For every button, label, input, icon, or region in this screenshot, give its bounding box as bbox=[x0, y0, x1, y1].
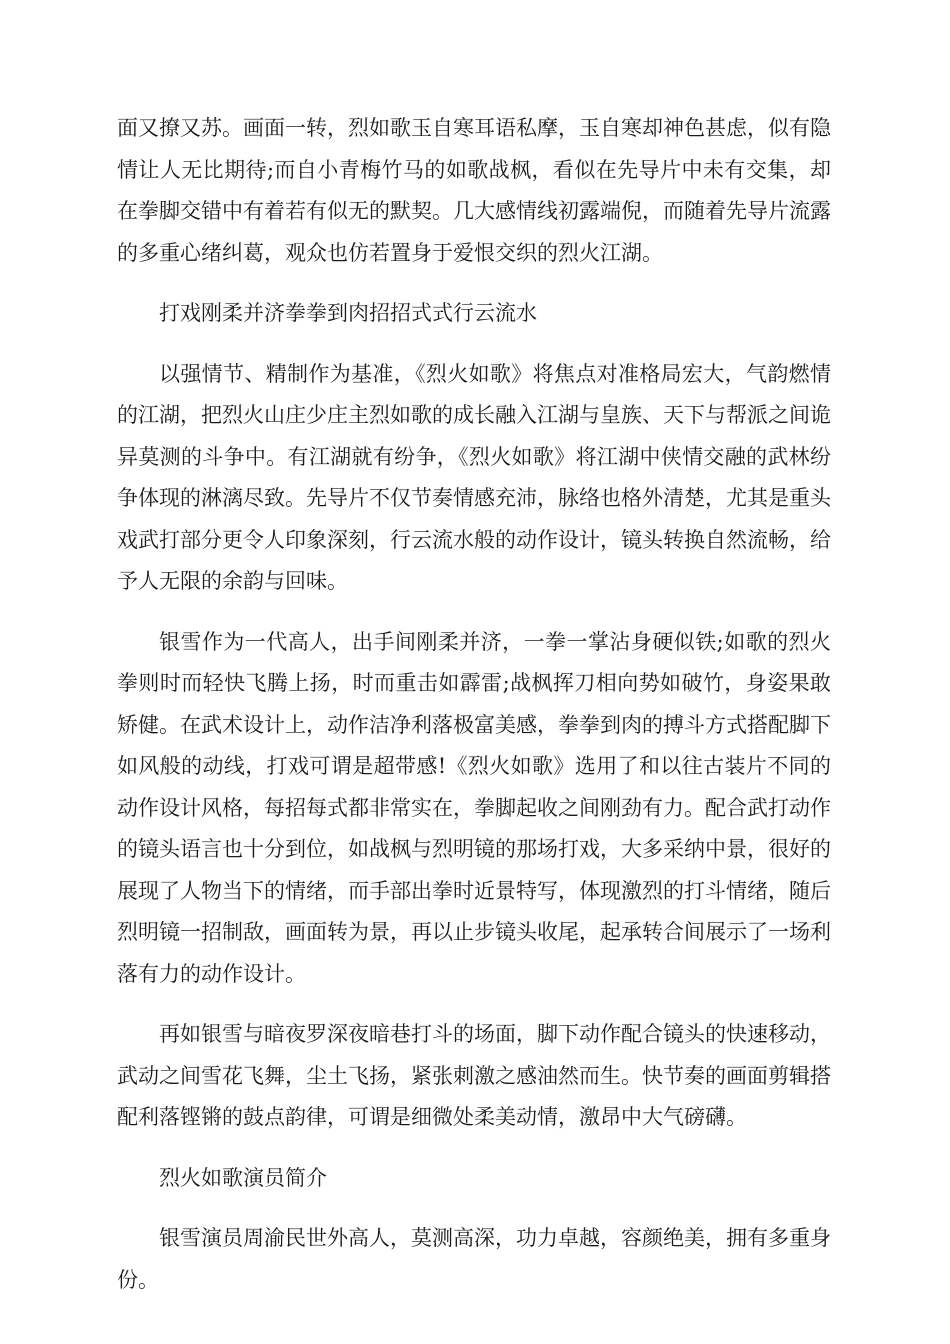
paragraph-continued: 面又撩又苏。画面一转，烈如歌玉自寒耳语私摩，玉自寒却神色甚虑，似有隐情让人无比期待;而自小青梅竹马的如歌战枫，看似在先导片中未有交集，却在拳脚交错中有着若有似无的默契。几大感情线初露端倪，而随着先导片流露的多重心绪纠葛，观众也仿若置身于爱恨交织的烈火江湖。 bbox=[117, 116, 831, 265]
document-body bbox=[117, 108, 831, 1320]
paragraph-production: 以强情节、精制作为基准，《烈火如歌》将焦点对准格局宏大，气韵燃情的江湖，把烈火山庄少庄主烈如歌的成长融入江湖与皇族、天下与帮派之间诡异莫测的斗争中。有江湖就有纷争，《烈火如歌》将江湖中侠情交融的武林纷争体现的淋漓尽致。先导片不仅节奏情感充沛，脉络也格外清楚，尤其是重头戏武打部分更令人印象深刻，行云流水般的动作设计，镜头转换自然流畅，给予人无限的余韵与回味。 bbox=[117, 361, 831, 593]
paragraph-cast-yinxue: 银雪演员周渝民世外高人，莫测高深，功力卓越，容颜绝美，拥有多重身份。 bbox=[117, 1226, 831, 1292]
section-heading-fight-scenes: 打戏刚柔并济拳拳到肉招招式式行云流水 bbox=[159, 301, 537, 325]
paragraph-snow-fight: 再如银雪与暗夜罗深夜暗巷打斗的场面，脚下动作配合镜头的快速移动，武动之间雪花飞舞，尘土飞扬，紧张刺激之感油然而生。快节奏的画面剪辑搭配利落铿锵的鼓点韵律，可谓是细微处柔美动情，激昂中大气磅礴。 bbox=[117, 1022, 831, 1129]
section-heading-cast: 烈火如歌演员简介 bbox=[159, 1165, 327, 1190]
paragraph-action-design: 银雪作为一代高人，出手间刚柔并济，一拳一掌沾身硬似铁;如歌的烈火拳则时而轻快飞腾上扬，时而重击如霹雷;战枫挥刀相向势如破竹，身姿果敢矫健。在武术设计上，动作洁净利落极富美感，拳拳到肉的搏斗方式搭配脚下如风般的动线，打戏可谓是超带感!《烈火如歌》选用了和以往古装片不同的动作设计风格，每招每式都非常实在，拳脚起收之间刚劲有力。配合武打动作的镜头语言也十分到位，如战枫与烈明镜的那场打戏，大多采纳中景，很好的展现了人物当下的情绪，而手部出拳时近景特写，体现激烈的打斗情绪，随后烈明镜一招制敌，画面转为景，再以止步镜头收尾，起承转合间展示了一场利落有力的动作设计。 bbox=[117, 629, 831, 986]
